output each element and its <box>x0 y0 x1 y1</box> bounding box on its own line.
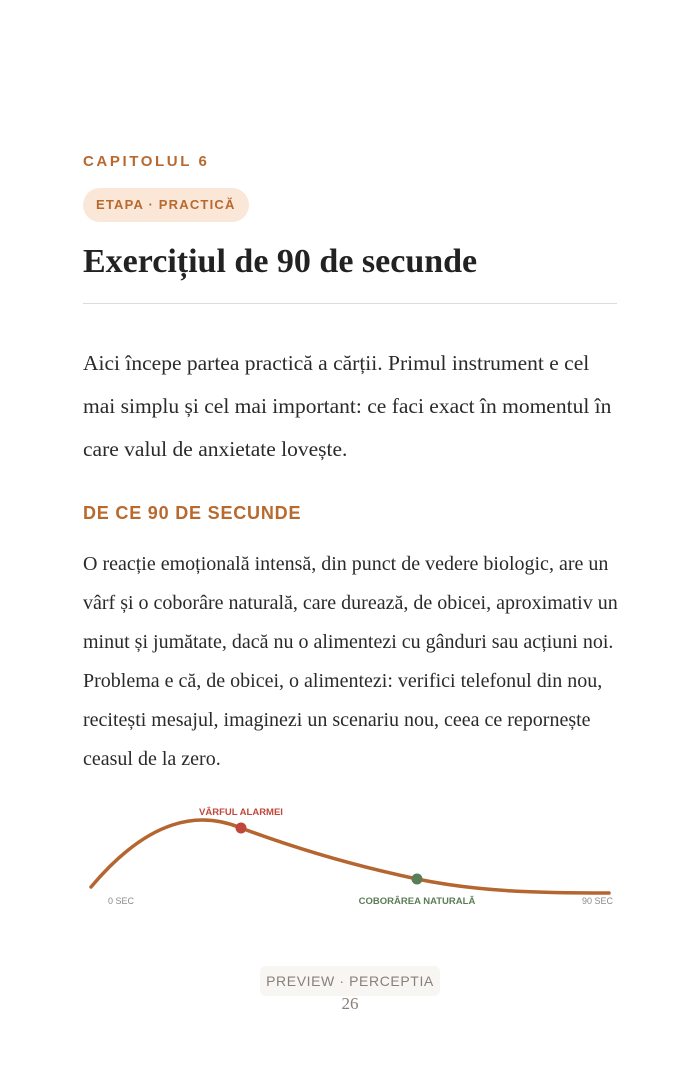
stage-badge: ETAPA · PRACTICĂ <box>83 188 249 222</box>
descent-label: COBORÂREA NATURALĂ <box>358 896 476 907</box>
section-heading: DE CE 90 DE SECUNDE <box>83 503 302 523</box>
peak-marker <box>236 823 247 834</box>
title-divider <box>83 303 617 304</box>
anxiety-curve-svg <box>0 795 700 920</box>
start-time-label: 0 SEC <box>108 896 135 906</box>
intro-paragraph: Aici începe partea practică a cărții. Primul instrument e cel mai simplu și cel mai important: ce faci exact în momentul în care valul de anxietate lovește. <box>83 351 612 461</box>
page-title: Exercițiul de 90 de secunde <box>83 243 478 280</box>
end-time-label: 90 SEC <box>581 896 613 906</box>
section-paragraph: O reacție emoțională intensă, din punct de vedere biologic, are un vârf și o coborâre naturală, care durează, de obicei, aproximativ un minut și jumătate, dacă nu o alimentezi cu gânduri sau acțiuni noi. Problema e că, de obicei, o alimentezi: verifici telefonul din nou, recitești mesajul, imaginezi un scenariu nou, ceea ce repornește ceasul de la zero. <box>83 553 618 770</box>
peak-label: VÂRFUL ALARMEI <box>199 807 283 818</box>
page-number: 26 <box>341 994 359 1013</box>
descent-marker <box>412 874 423 885</box>
chapter-label: CAPITOLUL 6 <box>83 153 210 170</box>
anxiety-wave-line <box>91 820 609 893</box>
footer-label: PREVIEW · PERCEPTIA <box>260 966 440 996</box>
anxiety-curve-illustration <box>0 795 700 920</box>
